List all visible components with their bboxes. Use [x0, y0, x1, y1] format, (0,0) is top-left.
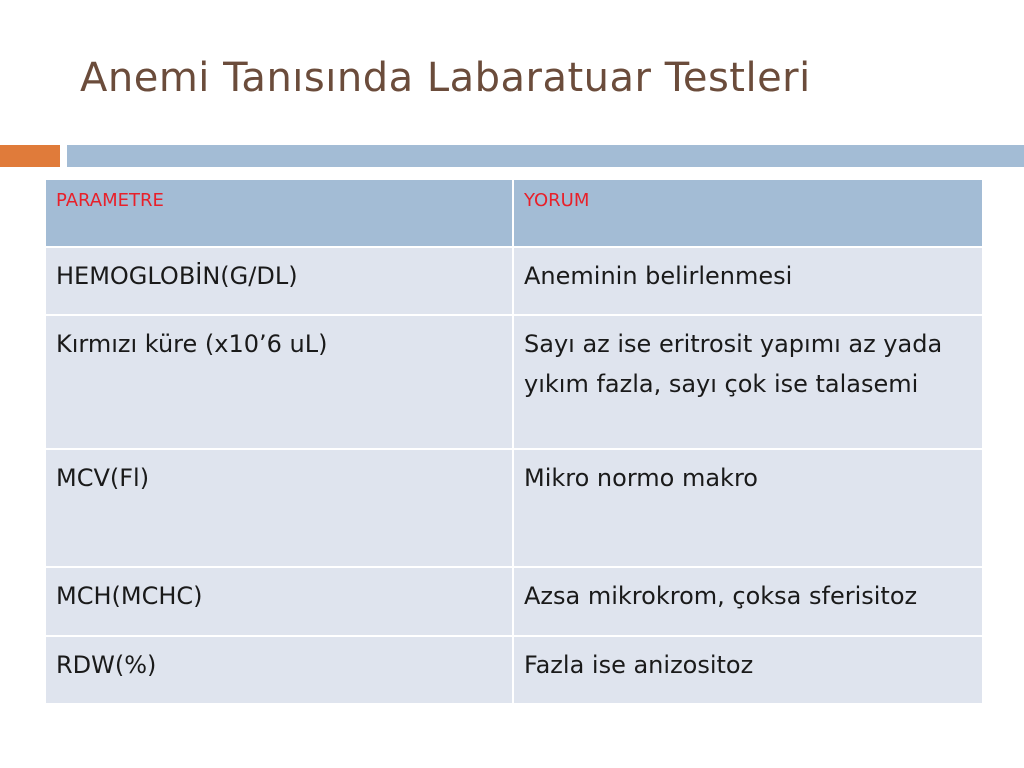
parameter-cell: MCH(MCHC): [45, 567, 513, 636]
header-yorum: YORUM: [513, 179, 983, 247]
interpretation-cell: Aneminin belirlenmesi: [513, 247, 983, 315]
table-row: [45, 315, 983, 449]
parameter-cell: RDW(%): [45, 636, 513, 704]
accent-bar-blue: [67, 145, 1024, 167]
interpretation-cell: Mikro normo makro: [513, 449, 983, 567]
table-header-row: [45, 179, 983, 247]
lab-tests-table: [44, 178, 984, 705]
interpretation-cell: Sayı az ise eritrosit yapımı az yada yıkım fazla, sayı çok ise talasemi: [513, 315, 983, 449]
interpretation-cell: Azsa mikrokrom, çoksa sferisitoz: [513, 567, 983, 636]
table-row: [45, 567, 983, 636]
slide-title: Anemi Tanısında Labaratuar Testleri: [80, 55, 811, 101]
parameter-cell: Kırmızı küre (x10’6 uL): [45, 315, 513, 449]
header-parametre: PARAMETRE: [45, 179, 513, 247]
table-row: [45, 247, 983, 315]
accent-bar-orange: [0, 145, 60, 167]
table-row: [45, 449, 983, 567]
interpretation-cell: Fazla ise anizositoz: [513, 636, 983, 704]
parameter-cell: MCV(Fl): [45, 449, 513, 567]
parameter-cell: HEMOGLOBİN(G/DL): [45, 247, 513, 315]
table-row: [45, 636, 983, 704]
